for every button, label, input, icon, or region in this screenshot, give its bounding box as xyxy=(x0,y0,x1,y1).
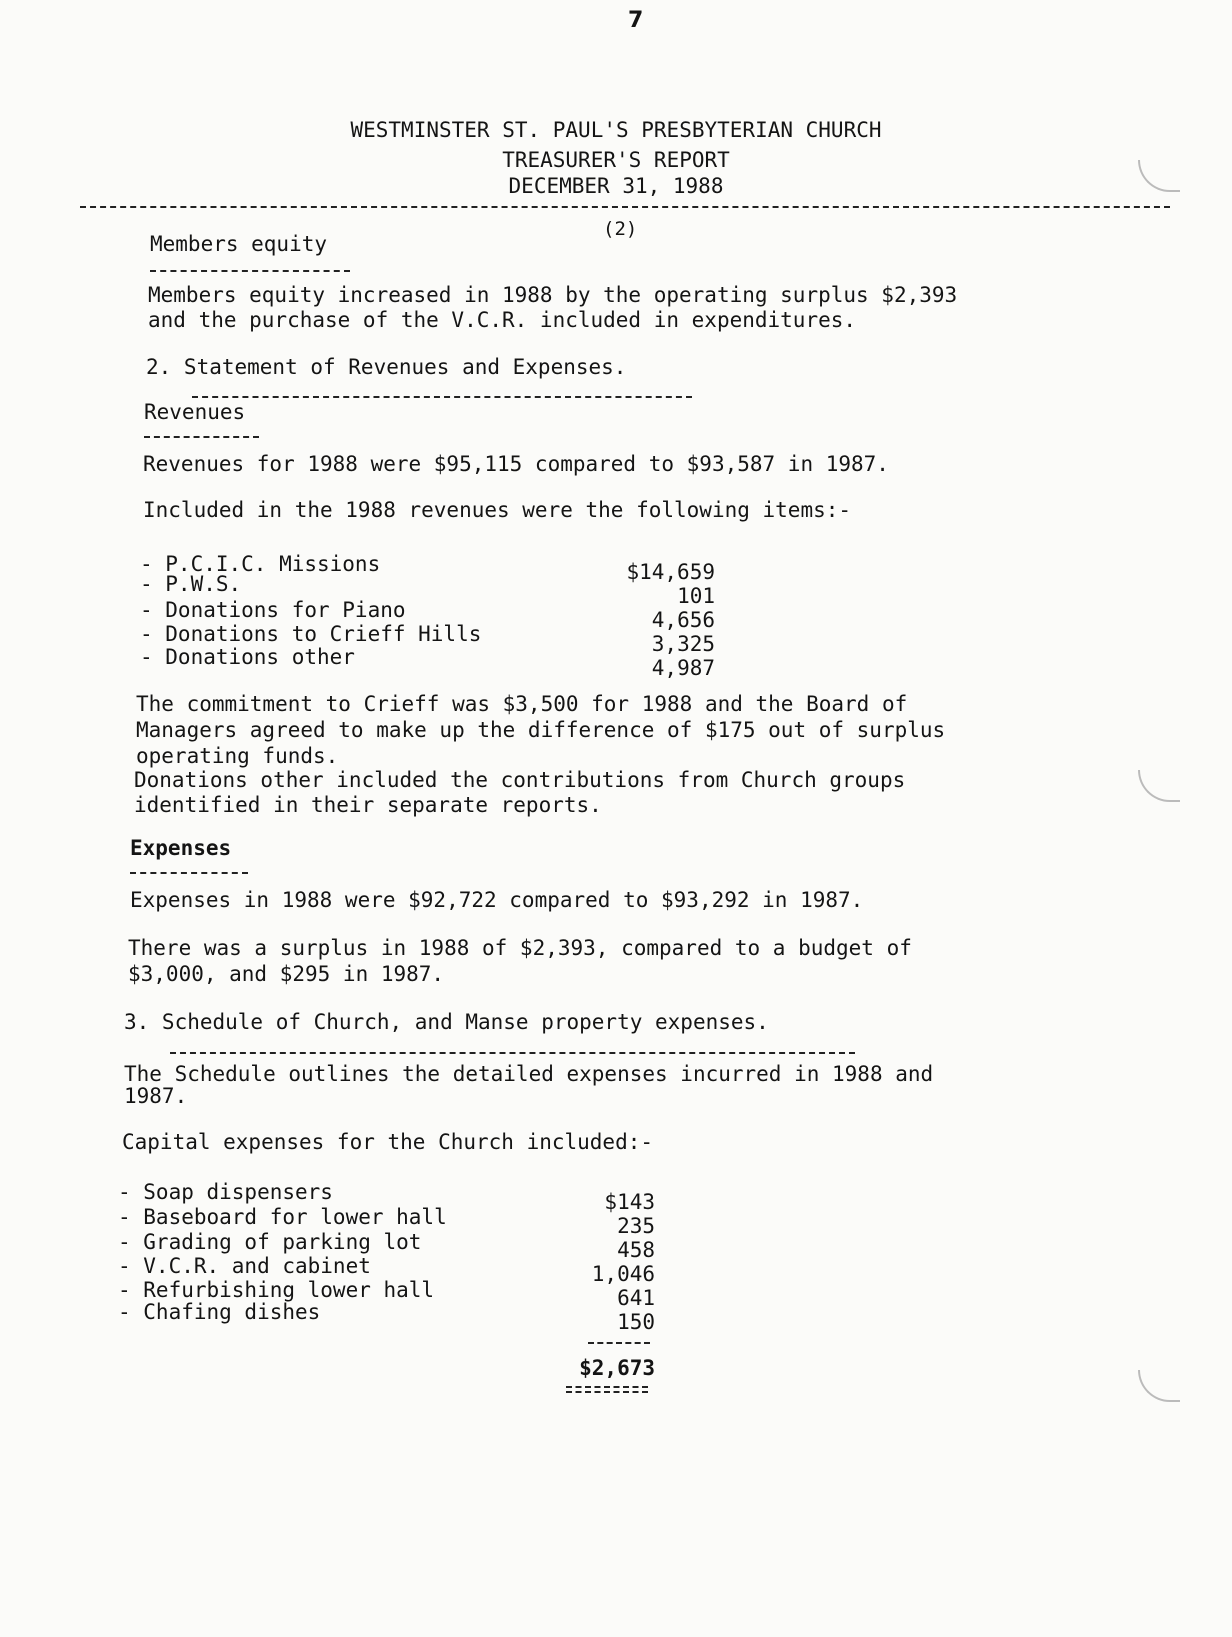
binder-hole-mark xyxy=(1138,770,1180,802)
revenue-item-amount: 3,325 xyxy=(651,632,715,656)
revenue-item-amount: $14,659 xyxy=(626,560,715,584)
donations-other-text-2: identified in their separate reports. xyxy=(134,793,602,817)
capital-item-label: - Soap dispensers xyxy=(118,1180,333,1204)
capital-item-label: - Baseboard for lower hall xyxy=(118,1205,447,1229)
revenues-text: Revenues for 1988 were $95,115 compared to $93,587 in 1987. xyxy=(143,452,889,476)
section-3-heading: 3. Schedule of Church, and Manse property expenses. xyxy=(124,1010,769,1034)
capital-item-label: - Grading of parking lot xyxy=(118,1230,422,1254)
capital-item-label: - Chafing dishes xyxy=(118,1300,321,1324)
section-2-underline xyxy=(192,396,692,398)
revenue-item-label: - Donations to Crieff Hills xyxy=(140,622,482,646)
capital-item-amount: $143 xyxy=(604,1190,655,1214)
crieff-text-3: operating funds. xyxy=(136,744,339,768)
capital-item-amount: 235 xyxy=(617,1214,655,1238)
capital-item-label: - V.C.R. and cabinet xyxy=(118,1254,371,1278)
revenues-underline xyxy=(144,436,259,438)
members-equity-text-2: and the purchase of the V.C.R. included in expenditures. xyxy=(148,308,857,332)
revenues-heading: Revenues xyxy=(144,400,246,424)
expenses-underline xyxy=(130,872,248,874)
capital-item-amount: 150 xyxy=(617,1310,655,1334)
revenue-item-amount: 101 xyxy=(677,584,715,608)
schedule-text-2: 1987. xyxy=(124,1084,188,1108)
members-equity-heading: Members equity xyxy=(150,232,328,256)
capital-item-amount: 641 xyxy=(617,1286,655,1310)
members-equity-text-1: Members equity increased in 1988 by the operating surplus $2,393 xyxy=(148,283,958,307)
header-rule xyxy=(80,206,1170,208)
revenue-item-amount: 4,987 xyxy=(651,656,715,680)
capital-item-amount: 1,046 xyxy=(591,1262,655,1286)
capital-item-label: - Refurbishing lower hall xyxy=(118,1278,435,1302)
capital-expenses-text: Capital expenses for the Church included:- xyxy=(122,1130,654,1154)
revenue-item-amount: 4,656 xyxy=(651,608,715,632)
revenue-item-label: - Donations other xyxy=(140,645,355,669)
surplus-text-2: $3,000, and $295 in 1987. xyxy=(128,962,445,986)
surplus-text-1: There was a surplus in 1988 of $2,393, compared to a budget of xyxy=(128,936,912,960)
section-2-heading: 2. Statement of Revenues and Expenses. xyxy=(146,355,627,379)
capital-total: $2,673 xyxy=(579,1356,655,1380)
revenue-item-label: - Donations for Piano xyxy=(140,598,406,622)
report-date: DECEMBER 31, 1988 xyxy=(508,174,724,198)
revenue-item-label: - P.W.S. xyxy=(140,572,242,596)
total-double-rule xyxy=(566,1386,648,1393)
schedule-text-1: The Schedule outlines the detailed expenses incurred in 1988 and xyxy=(124,1062,934,1086)
page-number: 7 xyxy=(628,8,644,33)
report-title: TREASURER'S REPORT xyxy=(502,148,730,172)
subtotal-rule xyxy=(588,1342,650,1344)
section-marker: (2) xyxy=(603,218,638,240)
revenue-item-label: - P.C.I.C. Missions xyxy=(140,552,381,576)
section-3-underline xyxy=(170,1052,855,1054)
crieff-text-2: Managers agreed to make up the difference of $175 out of surplus xyxy=(136,718,946,742)
capital-item-amount: 458 xyxy=(617,1238,655,1262)
included-items-text: Included in the 1988 revenues were the following items:- xyxy=(143,498,852,522)
expenses-heading: Expenses xyxy=(130,836,232,860)
members-equity-underline xyxy=(150,270,350,272)
crieff-text-1: The commitment to Crieff was $3,500 for 1988 and the Board of xyxy=(136,692,908,716)
binder-hole-mark xyxy=(1138,1370,1180,1402)
expenses-text: Expenses in 1988 were $92,722 compared to $93,292 in 1987. xyxy=(130,888,864,912)
church-name-heading: WESTMINSTER ST. PAUL'S PRESBYTERIAN CHURCH xyxy=(350,118,882,142)
donations-other-text-1: Donations other included the contributions from Church groups xyxy=(134,768,906,792)
